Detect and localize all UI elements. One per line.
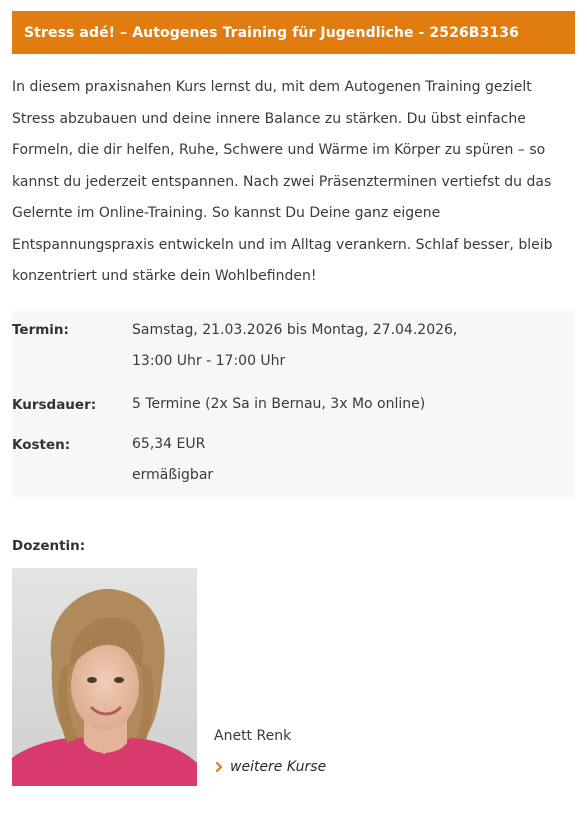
dozentin-label: Dozentin: [12,538,86,554]
course-title-bar [12,11,575,54]
termin-time: 13:00 Uhr - 17:00 Uhr [132,353,286,369]
kursdauer-row [12,389,575,429]
kursdauer-value: 5 Termine (2x Sa in Bernau, 3x Mo online) [132,396,426,412]
course-details-table [12,311,575,497]
course-title: Stress adé! – Autogenes Training für Jugendliche - 2526B3136 [24,24,519,41]
teacher-name: Anett Renk [214,728,292,744]
more-courses-link[interactable] [214,759,326,775]
chevron-right-icon [214,760,224,774]
teacher-photo [12,568,197,786]
kosten-label: Kosten: [12,437,71,453]
kosten-value: 65,34 EUR [132,436,206,452]
termin-date-range: Samstag, 21.03.2026 bis Montag, 27.04.2026, [132,322,458,338]
termin-row [12,311,575,389]
kursdauer-label: Kursdauer: [12,397,97,413]
course-description: In diesem praxisnahen Kurs lernst du, mit dem Autogenen Training gezielt Stress abzubauen und deine innere Balance zu stärken. Du übst einfache Formeln, die dir helfen, Ruhe, Schwere und Wärme im Körper zu spüren – so kannst du jederzeit entspannen. Nach zwei Präsenzterminen vertiefst du das Gelernte im Online-Training. So kannst Du Deine ganz eigene Entspannungspraxis entwickeln und im Alltag verankern. Schlaf besser, bleib konzentriert und stärke dein Wohlbefinden! [12,79,553,284]
kosten-row [12,429,575,497]
termin-label: Termin: [12,322,69,338]
more-courses-label: weitere Kurse [230,759,327,775]
kosten-note: ermäßigbar [132,467,214,483]
